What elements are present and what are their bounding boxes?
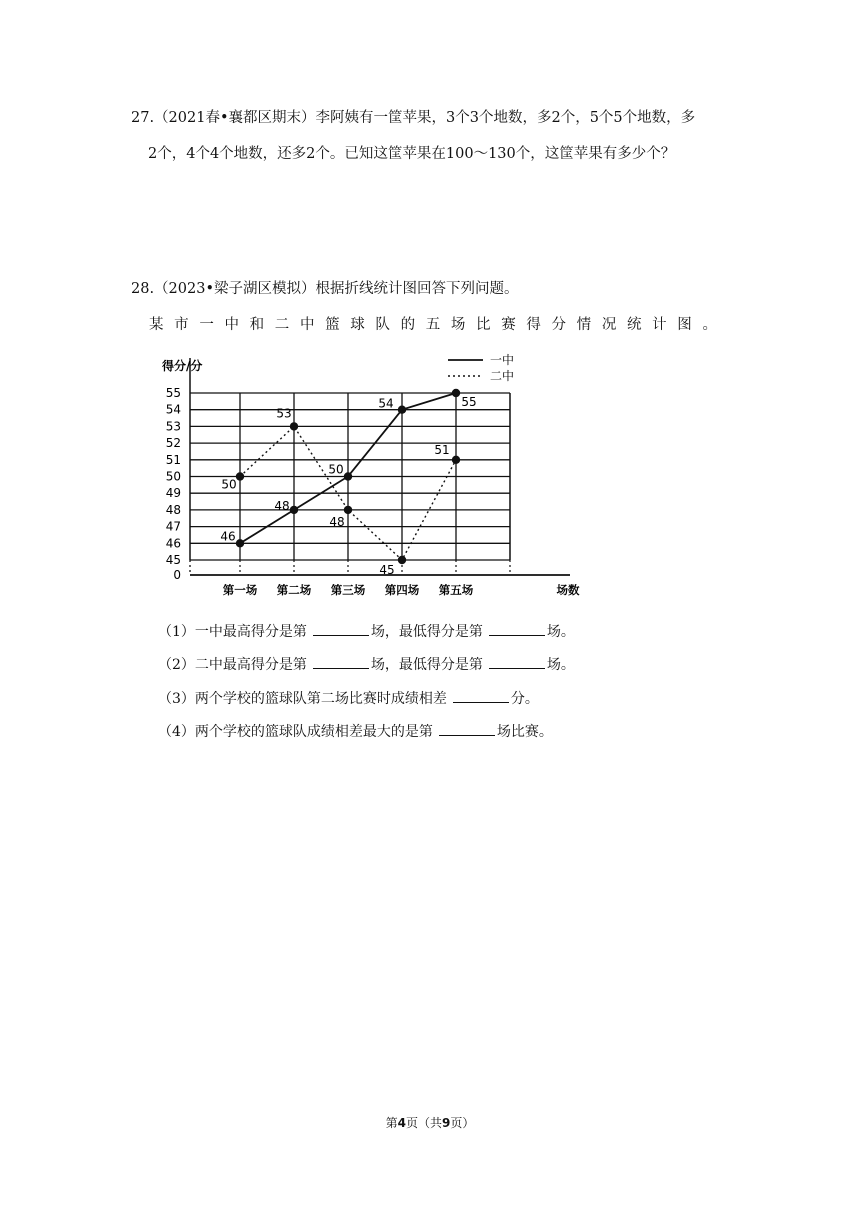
q28-line-1: 28.（2023•梁子湖区模拟）根据折线统计图回答下列问题。 <box>131 281 519 297</box>
answer-blank[interactable] <box>313 623 369 636</box>
caption-char: 分 <box>551 317 566 333</box>
caption-char: 某 <box>149 317 164 333</box>
y-tick-label: 46 <box>165 536 181 551</box>
caption-char: 球 <box>350 317 365 333</box>
y-tick-label: 45 <box>165 553 181 567</box>
data-label: 48 <box>329 514 345 529</box>
y-tick-labels <box>166 386 181 582</box>
caption-char: 五 <box>425 317 441 333</box>
data-label: 55 <box>461 395 477 409</box>
chart-legend <box>448 352 514 383</box>
data-point <box>344 506 352 514</box>
data-label: 50 <box>221 477 237 492</box>
page-total: 9 <box>442 1116 451 1130</box>
line-chart <box>150 348 590 600</box>
page-footer: 第4页（共9页） <box>385 1116 475 1130</box>
caption-char: 情 <box>576 317 592 333</box>
y-axis-label: 得分/分 <box>162 359 203 373</box>
q28-sub-4: （4）两个学校的篮球队成绩相差最大的是第 场比赛。 <box>158 724 553 740</box>
data-point <box>344 472 352 480</box>
y-tick-label: 0 <box>173 568 181 582</box>
x-tick-label: 第四场 <box>384 583 420 597</box>
data-label: 46 <box>220 529 236 544</box>
x-tick-label: 第五场 <box>438 583 474 597</box>
q27-line-2: 2个，4个4个地数，还多2个。已知这筐苹果在100～130个，这筐苹果有多少个？ <box>148 146 676 162</box>
data-point <box>236 539 244 547</box>
caption-char: 比 <box>476 317 491 333</box>
chart-grid <box>190 393 510 575</box>
y-tick-label: 50 <box>165 469 181 484</box>
caption-char: 中 <box>224 317 239 333</box>
x-tick-labels <box>223 583 580 597</box>
chart-caption <box>149 313 717 334</box>
q28-sub-2: （2）二中最高得分是第 场，最低得分是第 场。 <box>158 657 575 673</box>
legend-label: 二中 <box>490 369 515 383</box>
caption-char: 一 <box>199 317 214 333</box>
data-point <box>452 389 460 397</box>
data-label: 48 <box>274 498 290 513</box>
data-point <box>290 506 298 514</box>
data-point <box>452 456 460 464</box>
answer-blank[interactable] <box>439 723 495 736</box>
x-tick-label: 第三场 <box>330 583 366 597</box>
page-number: 4 <box>397 1116 406 1130</box>
caption-char: 计 <box>652 317 667 333</box>
y-tick-label: 47 <box>165 519 181 534</box>
data-label: 54 <box>378 396 394 411</box>
caption-char: 篮 <box>325 317 340 333</box>
q27-line-1: 27.（2021春•襄都区期末）李阿姨有一筐苹果，3个3个地数，多2个，5个5个地数，多 <box>131 110 696 126</box>
q28-sub-1: （1）一中最高得分是第 场，最低得分是第 场。 <box>158 624 575 640</box>
caption-char: 队 <box>375 317 390 333</box>
caption-char: 得 <box>526 317 541 333</box>
data-label: 50 <box>328 462 344 477</box>
caption-char: 图 <box>677 317 692 333</box>
data-point <box>290 422 298 430</box>
caption-char: 赛 <box>501 317 516 333</box>
answer-blank[interactable] <box>313 656 369 669</box>
data-label: 45 <box>379 563 395 577</box>
legend-label: 一中 <box>490 353 515 367</box>
q28-sub-3: （3）两个学校的篮球队第二场比赛时成绩相差 分。 <box>158 691 539 707</box>
answer-blank[interactable] <box>453 690 509 703</box>
caption-char: 况 <box>601 317 617 333</box>
y-tick-label: 52 <box>165 436 181 451</box>
data-point <box>398 406 406 414</box>
y-tick-label: 53 <box>165 419 181 434</box>
caption-char: 的 <box>400 317 416 333</box>
x-tick-label: 第二场 <box>276 583 312 597</box>
y-tick-label: 54 <box>165 402 181 417</box>
y-tick-label: 48 <box>165 502 181 517</box>
caption-char: 场 <box>450 317 466 333</box>
data-label: 51 <box>434 442 450 457</box>
y-tick-label: 55 <box>165 386 181 400</box>
y-tick-label: 51 <box>165 452 181 467</box>
caption-char: 。 <box>702 317 717 333</box>
x-tick-label: 第一场 <box>222 583 258 597</box>
caption-char: 二 <box>274 317 290 333</box>
answer-blank[interactable] <box>489 623 545 636</box>
data-point <box>398 556 406 564</box>
data-point <box>236 472 244 480</box>
caption-char: 统 <box>626 317 642 333</box>
x-axis-label: 场数 <box>556 583 580 597</box>
caption-char: 和 <box>249 317 265 333</box>
y-tick-label: 49 <box>165 486 181 501</box>
caption-char: 市 <box>174 317 189 333</box>
answer-blank[interactable] <box>489 656 545 669</box>
caption-char: 中 <box>299 317 315 333</box>
data-label: 53 <box>276 406 292 421</box>
